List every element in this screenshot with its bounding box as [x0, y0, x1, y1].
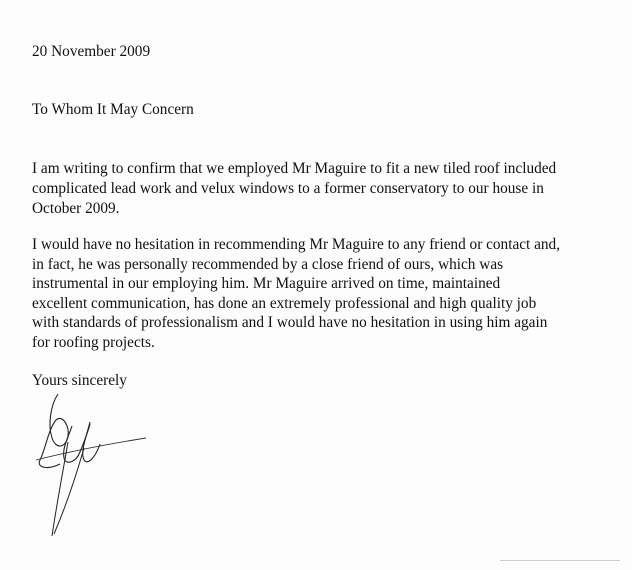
paragraph-line: I am writing to confirm that we employed Mr Maguire to fit a new tiled roof included — [32, 160, 557, 177]
paragraph-line: in fact, he was personally recommended by a close friend of ours, which was — [32, 256, 504, 273]
paragraph-line: complicated lead work and velux windows to a former conservatory to our house in — [32, 180, 544, 197]
signature-icon — [28, 386, 168, 546]
paragraph-line: October 2009. — [32, 200, 120, 217]
paragraph-line: I would have no hesitation in recommending Mr Maguire to any friend or contact and, — [32, 236, 561, 253]
scan-artifact — [500, 560, 620, 561]
letter-date: 20 November 2009 — [32, 43, 151, 60]
letter-closing: Yours sincerely — [32, 372, 127, 389]
paragraph-line: excellent communication, has done an extremely professional and high quality job — [32, 295, 537, 312]
paragraph-line: for roofing projects. — [32, 334, 155, 351]
paragraph-line: instrumental in our employing him. Mr Maguire arrived on time, maintained — [32, 275, 501, 292]
letter-salutation: To Whom It May Concern — [32, 101, 194, 118]
paragraph-line: with standards of professionalism and I would have no hesitation in using him again — [32, 314, 548, 331]
